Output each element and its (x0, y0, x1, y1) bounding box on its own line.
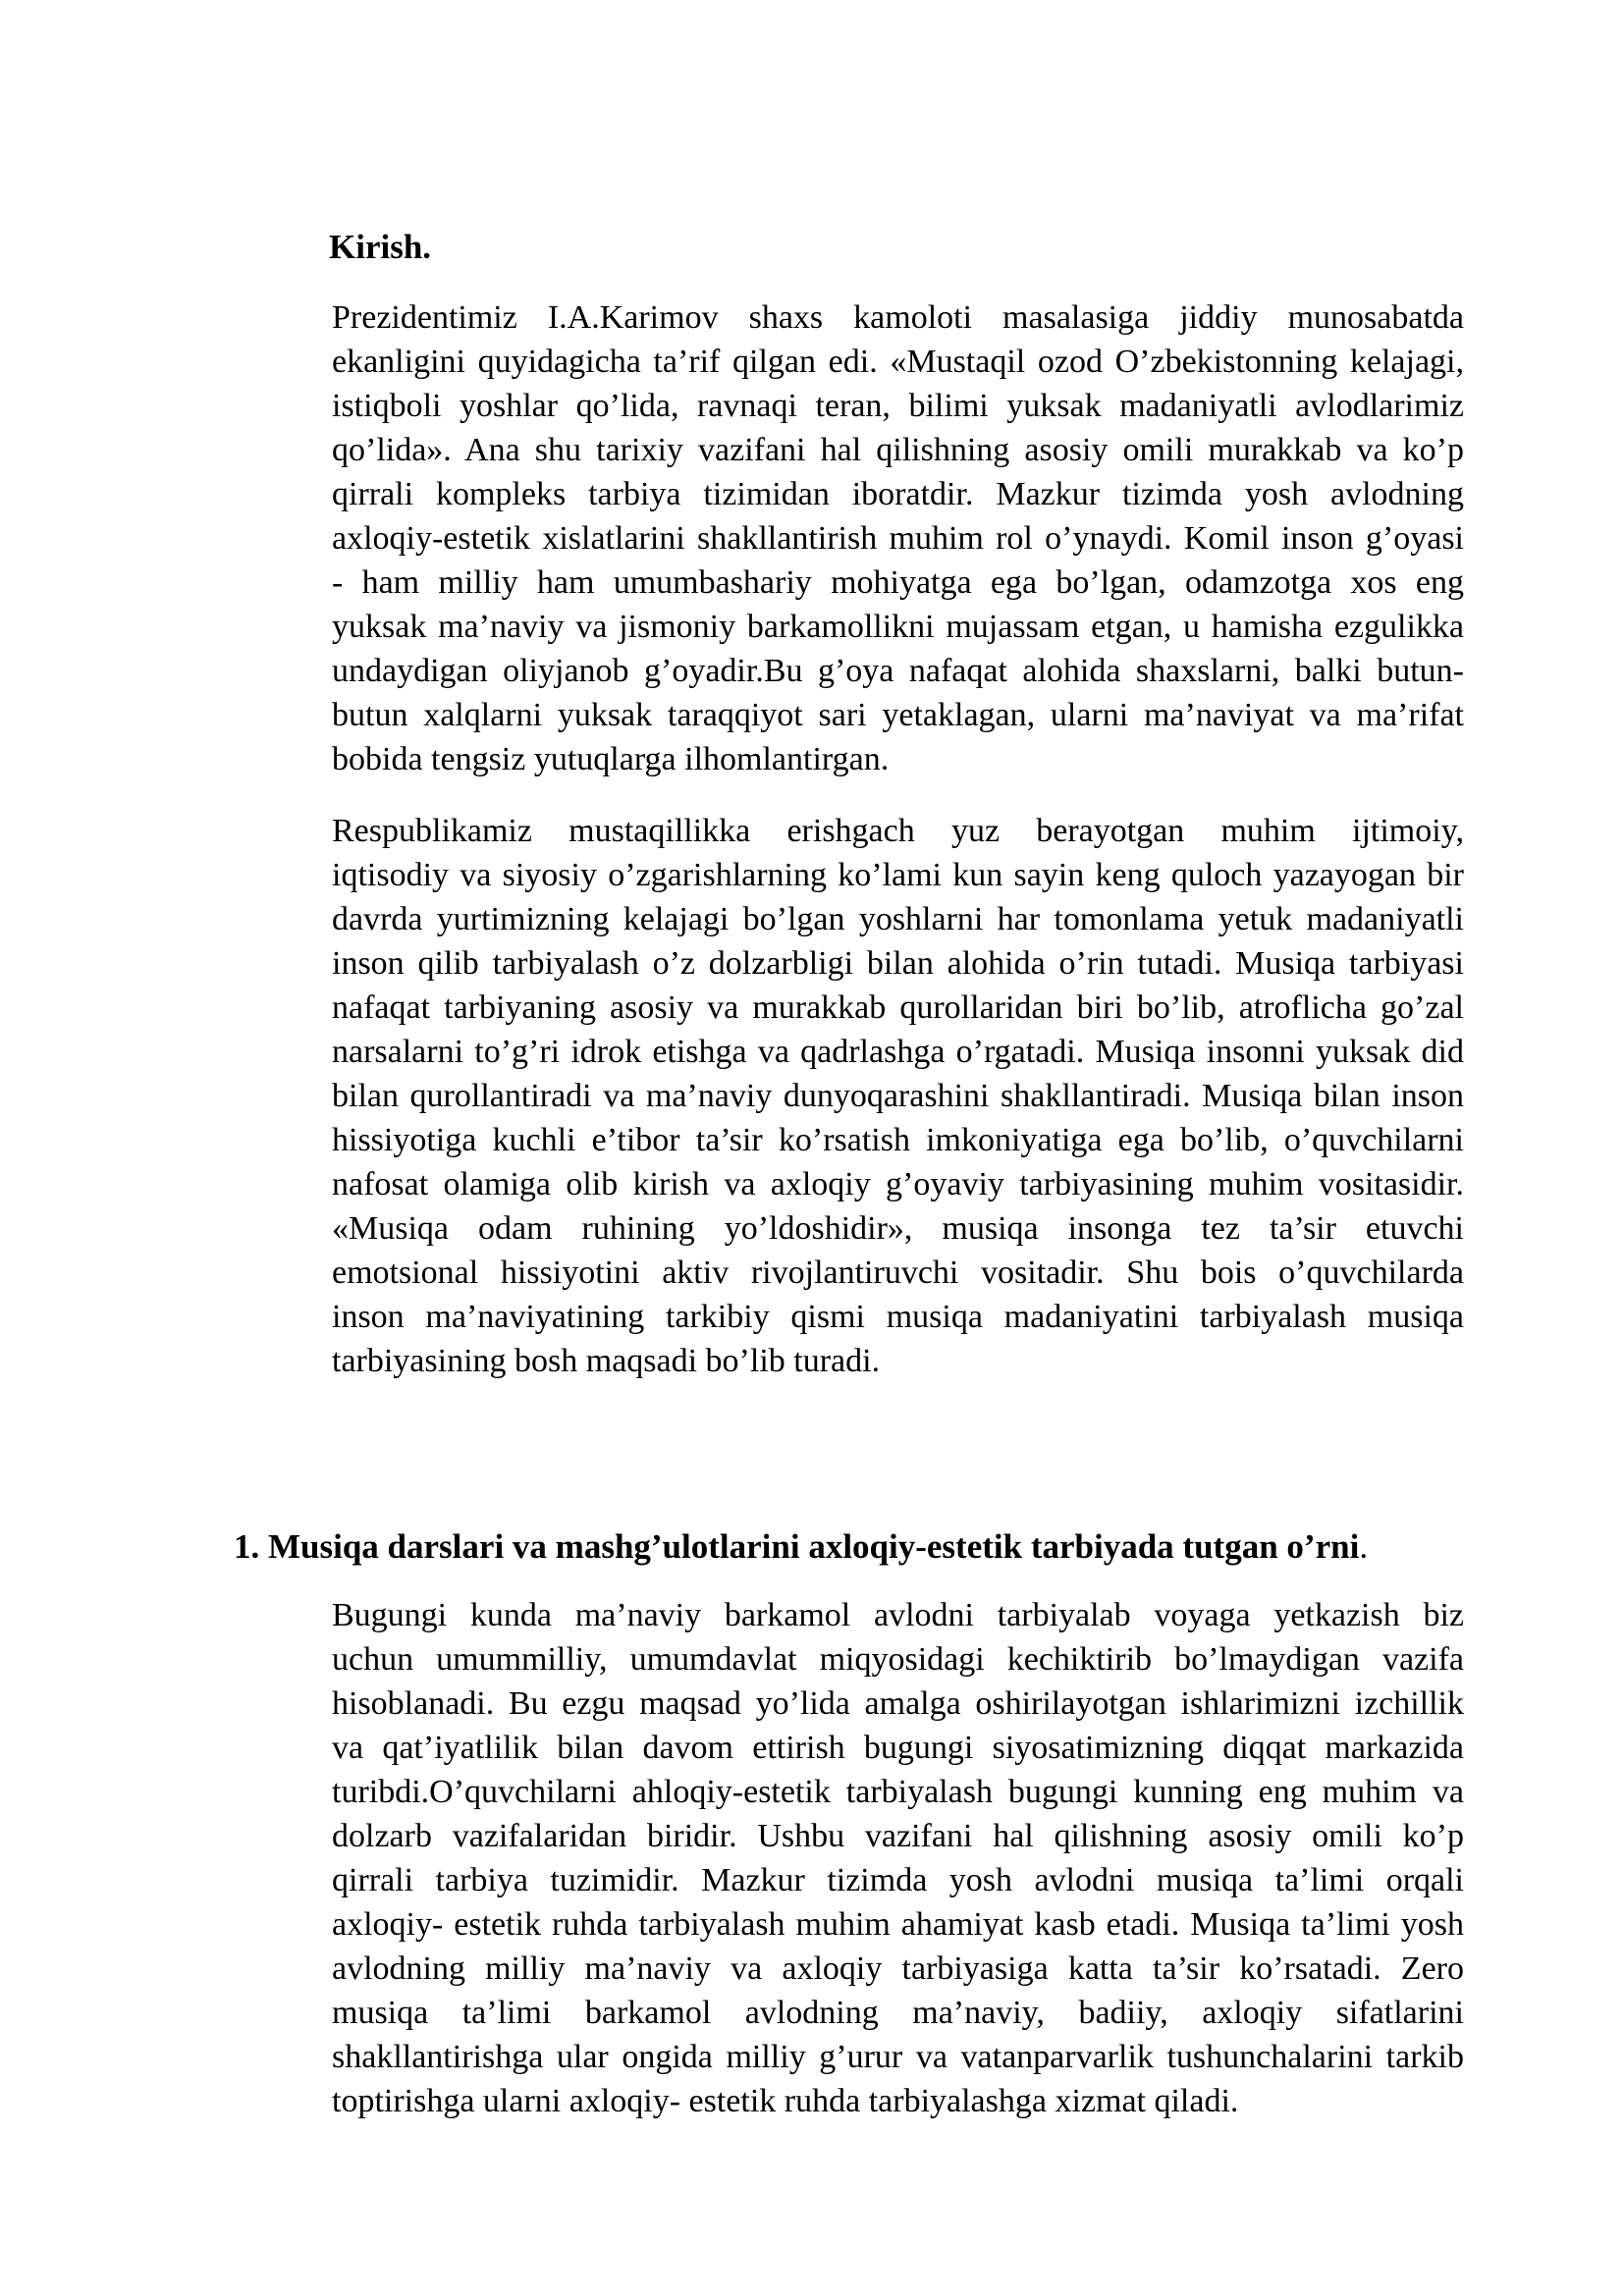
section-heading-text: 1. Musiqa darslari va mashg’ulotlarini axloqiy-estetik tarbiyada tutgan o’rni (234, 1527, 1360, 1566)
paragraph-line: qirrali tarbiya tuzimidir. Mazkur tizimda yosh avlodni musiqa ta’limi orqali (332, 1862, 1464, 1898)
paragraph-line: musiqa ta’limi barkamol avlodning ma’naviy, badiiy, axloqiy sifatlarini (332, 1995, 1464, 2031)
paragraph-line: davrda yurtimizning kelajagi bo’lgan yoshlarni har tomonlama yetuk madaniyatli (332, 901, 1464, 937)
intro-heading: Kirish. (329, 228, 432, 266)
section-heading (234, 1524, 1464, 1569)
paragraph-line: Bugungi kunda ma’naviy barkamol avlodni tarbiyalab voyaga yetkazish biz (332, 1597, 1464, 1633)
paragraph-section1 (234, 1593, 1464, 2123)
paragraph-line: turibdi.O’quvchilarni ahloqiy-estetik tarbiyalash bugungi kunning eng muhim va (332, 1774, 1464, 1810)
paragraph-line: - ham milliy ham umumbashariy mohiyatga ega bo’lgan, odamzotga xos eng (332, 564, 1464, 601)
paragraph-line: yuksak ma’naviy va jismoniy barkamollikni mujassam etgan, u hamisha ezgulikka (332, 609, 1464, 645)
paragraph-line: nafosat olamiga olib kirish va axloqiy g’oyaviy tarbiyasining muhim vositasidir. (332, 1166, 1464, 1202)
paragraph-line: qirrali kompleks tarbiya tizimidan iboratdir. Mazkur tizimda yosh avlodning (332, 476, 1464, 512)
paragraph-line: dolzarb vazifalaridan biridir. Ushbu vazifani hal qilishning asosiy omili ko’p (332, 1818, 1464, 1854)
section-heading-period: . (1359, 1527, 1369, 1566)
paragraph-line: bobida tengsiz yutuqlarga ilhomlantirgan. (332, 741, 890, 777)
paragraph-line: uchun umummilliy, umumdavlat miqyosidagi kechiktirib bo’lmaydigan vazifa (332, 1641, 1464, 1678)
paragraph-line: butun xalqlarni yuksak taraqqiyot sari yetaklagan, ularni ma’naviyat va ma’rifat (332, 697, 1464, 733)
paragraph-line: shakllantirishga ular ongida milliy g’urur va vatanparvarlik tushunchalarini tarkib (332, 2039, 1464, 2075)
paragraph-line: tarbiyasining bosh maqsadi bo’lib turadi. (332, 1343, 881, 1379)
paragraph-line: Prezidentimiz I.A.Karimov shaxs kamoloti masalasiga jiddiy munosabatda (332, 299, 1464, 336)
paragraph-line: axloqiy- estetik ruhda tarbiyalash muhim ahamiyat kasb etadi. Musiqa ta’limi yosh (332, 1906, 1464, 1943)
paragraph-line: va qat’iyatlilik bilan davom ettirish bugungi siyosatimizning diqqat markazida (332, 1730, 1464, 1766)
paragraph-line: ekanligini quyidagicha ta’rif qilgan edi. «Mustaqil ozod O’zbekistonning kelajagi, (332, 344, 1464, 380)
paragraph-line: nafaqat tarbiyaning asosiy va murakkab qurollaridan biri bo’lib, atroflicha go’zal (332, 989, 1464, 1026)
paragraph-line: narsalarni to’g’ri idrok etishga va qadrlashga o’rgatadi. Musiqa insonni yuksak did (332, 1034, 1464, 1070)
paragraph-line: avlodning milliy ma’naviy va axloqiy tarbiyasiga katta ta’sir ko’rsatadi. Zero (332, 1950, 1464, 1987)
paragraph-line: Respublikamiz mustaqillikka erishgach yuz berayotgan muhim ijtimoiy, (332, 813, 1464, 849)
paragraph-line: emotsional hissiyotini aktiv rivojlantiruvchi vositadir. Shu bois o’quvchilarda (332, 1255, 1464, 1291)
paragraph-line: axloqiy-estetik xislatlarini shakllantirish muhim rol o’ynaydi. Komil inson g’oyasi (332, 520, 1464, 557)
paragraph-line: «Musiqa odam ruhining yo’ldoshidir», musiqa insonga tez ta’sir etuvchi (332, 1210, 1464, 1247)
paragraph-intro (234, 295, 1464, 781)
paragraph-line: toptirishga ularni axloqiy- estetik ruhda tarbiyalashga xizmat qiladi. (332, 2083, 1239, 2119)
paragraph-line: inson qilib tarbiyalash o’z dolzarbligi bilan alohida o’rin tutadi. Musiqa tarbiyasi (332, 945, 1464, 982)
paragraph-line: bilan qurollantiradi va ma’naviy dunyoqarashini shakllantiradi. Musiqa bilan inson (332, 1078, 1464, 1114)
paragraph-line: istiqboli yoshlar qo’lida, ravnaqi teran, bilimi yuksak madaniyatli avlodlarimiz (332, 388, 1464, 424)
paragraph-line: inson ma’naviyatining tarkibiy qismi musiqa madaniyatini tarbiyalash musiqa (332, 1299, 1464, 1335)
paragraph-line: iqtisodiy va siyosiy o’zgarishlarning ko’lami kun sayin keng quloch yazayogan bir (332, 857, 1464, 893)
paragraph-line: undaydigan oliyjanob g’oyadir.Bu g’oya nafaqat alohida shaxslarni, balki butun- (332, 653, 1464, 689)
paragraph-line: hisoblanadi. Bu ezgu maqsad yo’lida amalga oshirilayotgan ishlarimizni izchillik (332, 1685, 1464, 1722)
paragraph-republic (234, 809, 1464, 1383)
paragraph-line: hissiyotiga kuchli e’tibor ta’sir ko’rsatish imkoniyatiga ega bo’lib, o’quvchilarni (332, 1122, 1464, 1158)
paragraph-line: qo’lida». Ana shu tarixiy vazifani hal qilishning asosiy omili murakkab va ko’p (332, 432, 1464, 468)
